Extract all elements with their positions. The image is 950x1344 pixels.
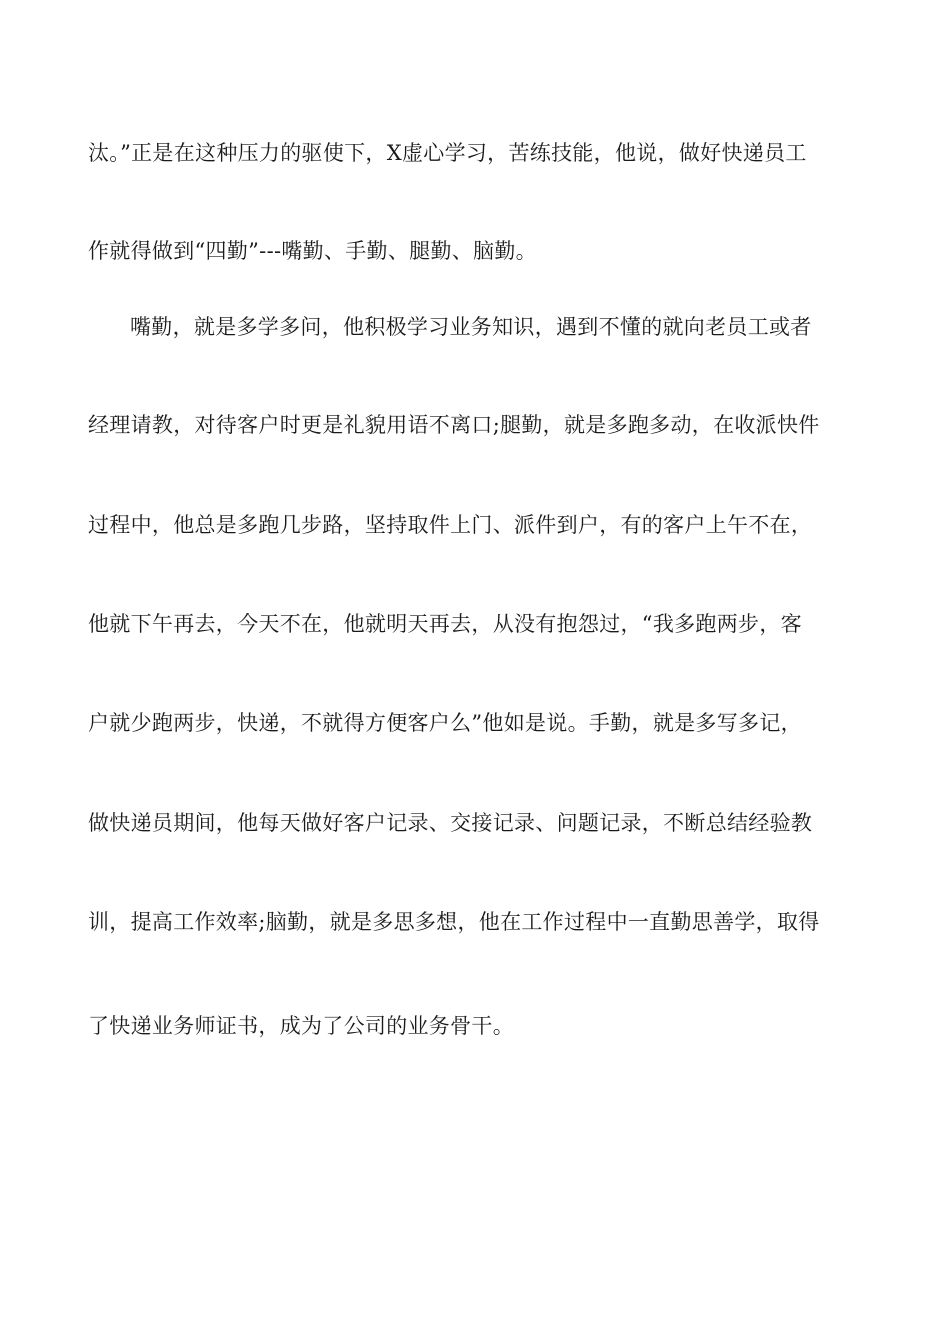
paragraph-first-line: 嘴勤，就是多学多问，他积极学习业务知识，遇到不懂的就向老员工或者 bbox=[130, 315, 812, 339]
text-line: 过程中，他总是多跑几步路，坚持取件上门、派件到户，有的客户上午不在， bbox=[88, 513, 813, 537]
text-line: 了快递业务师证书，成为了公司的业务骨干。 bbox=[88, 1014, 514, 1038]
text-line: 户就少跑两步，快递，不就得方便客户么”他如是说。手勤，就是多写多记， bbox=[88, 711, 802, 735]
text-line: 做快递员期间，他每天做好客户记录、交接记录、问题记录，不断总结经验教 bbox=[88, 811, 813, 835]
text-line: 他就下午再去，今天不在，他就明天再去，从没有抱怨过，“我多跑两步，客 bbox=[88, 612, 802, 636]
text-line: 汰。”正是在这种压力的驱使下，X虚心学习，苦练技能，他说，做好快递员工 bbox=[88, 141, 807, 165]
text-line: 经理请教，对待客户时更是礼貌用语不离口;腿勤，就是多跑多动，在收派快件 bbox=[88, 413, 820, 437]
text-line: 作就得做到“四勤”---嘴勤、手勤、腿勤、脑勤。 bbox=[88, 239, 537, 263]
text-line: 训，提高工作效率;脑勤，就是多思多想，他在工作过程中一直勤思善学，取得 bbox=[88, 910, 820, 934]
